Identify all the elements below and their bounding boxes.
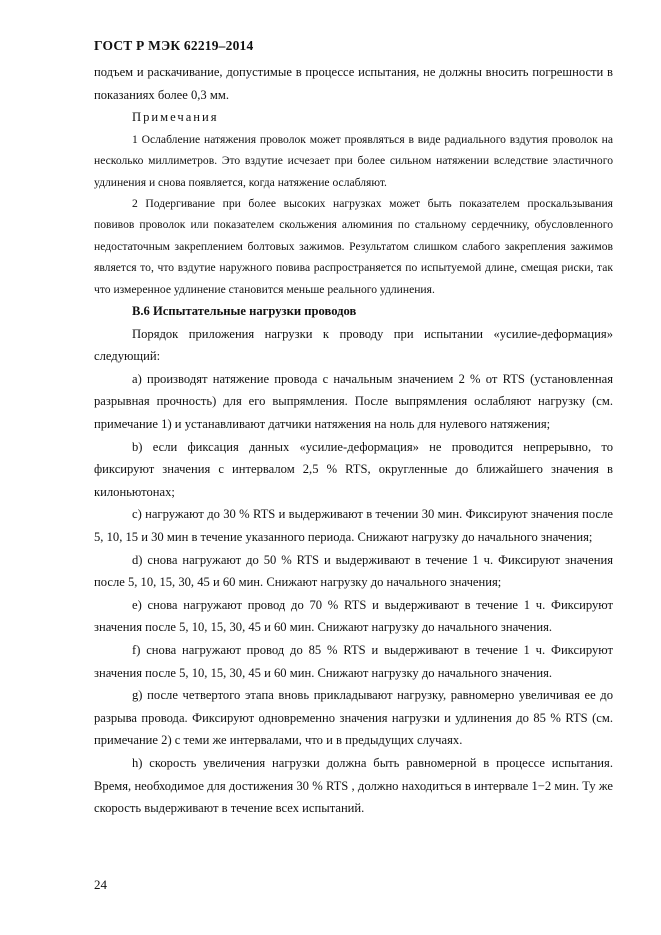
list-item-e: e) снова нагружают провод до 70 % RTS и выдерживают в течение 1 ч. Фиксируют значения после 5, 10, 15, 30, 45 и 60 мин. Снижают нагрузку до начального значения. <box>94 597 613 635</box>
page-number: 24 <box>94 877 107 892</box>
list-item-d: d) снова нагружают до 50 % RTS и выдерживают в течение 1 ч. Фиксируют значения после 5, 10, 15, 30, 45 и 60 мин. Снижают нагрузку до начального значения; <box>94 552 613 590</box>
paragraph-continuation: подъем и раскачивание, допустимые в процессе испытания, не должны вносить погрешности в показаниях более 0,3 мм. <box>94 65 613 102</box>
list-item-f: f) снова нагружают провод до 85 % RTS и выдерживают в течение 1 ч. Фиксируют значения после 5, 10, 15, 30, 45 и 60 мин. Снижают нагрузку до начального значения. <box>94 642 613 680</box>
list-item-g: g) после четвертого этапа вновь прикладывают нагрузку, равномерно увеличивая ее до разрыва провода. Фиксируют одновременно значения нагрузки и удлинения до 85 % RTS (см. примечание 2) с теми же интервалами, что и в предыдущих случаях. <box>94 688 613 748</box>
note-2: 2 Подергивание при более высоких нагрузках может быть показателем проскальзывания повивов проволок или показателем скольжения алюминия по стальному сердечнику, обусловленного недостаточным закреплением болтовых зажимов. Результатом слишком слабого закрепления зажимов является то, что вздутие наружного повива распространяется по испытуемой длине, смещая риски, так что измеренное удлинение становится меньше реального удлинения. <box>94 197 613 296</box>
list-item-b: b) если фиксация данных «усилие-деформация» не проводится непрерывно, то фиксируют значения с интервалом 2,5 % RTS, округленные до ближайшего значения в килоньютонах; <box>94 439 613 499</box>
document-body <box>94 61 613 820</box>
list-item-c: c) нагружают до 30 % RTS и выдерживают в течении 30 мин. Фиксируют значения после 5, 10, 15 и 30 мин в течение указанного периода. Снижают нагрузку до начального значения; <box>94 507 613 544</box>
paragraph-intro: Порядок приложения нагрузки к проводу при испытании «усилие-деформация» следующий: <box>94 326 613 364</box>
section-heading-b6: В.6 Испытательные нагрузки проводов <box>132 304 357 319</box>
document-header: ГОСТ Р МЭК 62219–2014 <box>94 38 254 53</box>
notes-heading: Примечания <box>132 110 219 125</box>
note-1: 1 Ослабление натяжения проволок может проявляться в виде радиального вздутия проволок на несколько миллиметров. Это вздутие исчезает при более сильном натяжении вследствие эластичного удлинения и снова появляется, когда натяжение ослабляют. <box>94 132 613 189</box>
list-item-h: h) скорость увеличения нагрузки должна быть равномерной в процессе испытания. Время, необходимое для достижения 30 % RTS , должно находиться в интервале 1−2 мин. Ту же скорость выдерживают в течение всех испытаний. <box>94 755 613 816</box>
list-item-a: a) производят натяжение провода с начальным значением 2 % от RTS (установленная разрывная прочность) для его выпрямления. После выпрямления ослабляют нагрузку (см. примечание 1) и устанавливают датчики натяжения на ноль для нулевого натяжения; <box>94 371 613 431</box>
